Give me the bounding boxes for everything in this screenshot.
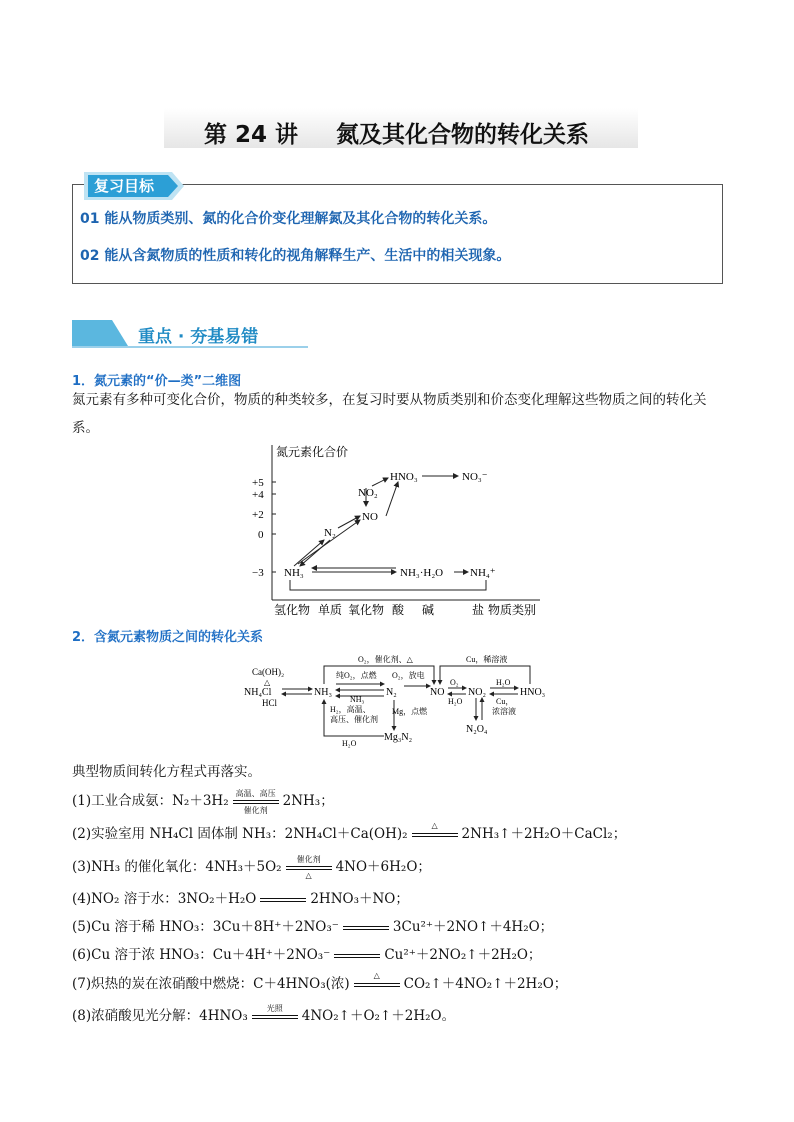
- equation-row: [72, 822, 626, 842]
- equation-row: [72, 788, 334, 815]
- lecture-number: 第 24 讲: [204, 122, 299, 148]
- equation-reactants: (6)Cu 溶于浓 HNO₃：Cu＋4H⁺＋2NO₃⁻: [72, 947, 331, 963]
- part2-heading: 2．含氮元素物质之间的转化关系: [72, 630, 264, 645]
- equation-row: [72, 915, 553, 935]
- flow-mg-fire: Mg，点燃: [392, 707, 428, 716]
- flow-hcl: HCl: [262, 698, 278, 708]
- x-cat-element: 单质: [318, 603, 343, 617]
- arrow-nh3-n2: [294, 540, 324, 566]
- flow-nh3-label: NH₃: [350, 695, 365, 704]
- flow-n2: N₂: [386, 687, 397, 698]
- node-no: NO: [362, 511, 378, 523]
- flow-o2: O₂: [450, 678, 459, 687]
- equation-row: [72, 887, 409, 907]
- flow-h2-cond1: H₂，高温、: [330, 705, 371, 714]
- condition-top: △: [373, 970, 380, 980]
- equation-row: [72, 1004, 455, 1024]
- section-title: 重点 · 夯基易错: [138, 327, 259, 347]
- equation-arrow: [260, 898, 306, 902]
- y-tick-plus2: +2: [252, 509, 264, 521]
- x-cat-acid: 酸: [392, 603, 405, 617]
- section-banner: [72, 318, 312, 348]
- arrow-no-hno3: [386, 482, 398, 516]
- flow-h2o-1: H₂O: [448, 697, 463, 706]
- equations-intro: 典型物质间转化方程式再落实。: [72, 764, 261, 780]
- condition-top: 高温、高压: [235, 788, 276, 798]
- equation-reactants: (7)炽热的炭在浓硝酸中燃烧：C＋4HNO₃(浓): [72, 976, 350, 992]
- equation-arrow: [412, 820, 458, 837]
- node-no3-minus: NO₃⁻: [462, 471, 488, 483]
- flow-h2o-3: H₂O: [342, 739, 357, 748]
- node-n2: N₂: [324, 527, 336, 539]
- part1-paragraph: 氮元素有多种可变化合价，物质的种类较多，在复习时要从物质类别和价态变化理解这些物质之间的转化关系。: [72, 392, 707, 436]
- y-tick-plus5: +5: [252, 477, 264, 489]
- equation-arrow: [252, 1003, 298, 1019]
- y-axis-label: 氮元素化合价: [276, 445, 349, 459]
- equation-arrow: [334, 954, 380, 958]
- equation-reactants: (3)NH₃ 的催化氧化：4NH₃＋5O₂: [72, 859, 282, 875]
- y-tick-plus4: +4: [252, 489, 264, 501]
- equation-row: [72, 854, 431, 880]
- equation-reactants: (2)实验室用 NH₄Cl 固体制 NH₃：2NH₄Cl＋Ca(OH)₂: [72, 826, 408, 842]
- flow-delta: △: [264, 678, 271, 687]
- node-nh4-plus: NH₄⁺: [470, 567, 496, 579]
- goal-item-2: 02 能从含氮物质的性质和转化的视角解释生产、生活中的相关现象。: [80, 248, 511, 264]
- y-tick-minus3: −3: [252, 567, 264, 579]
- equation-products: 2HNO₃＋NO；: [310, 891, 409, 907]
- review-tag-label: 复习目标: [94, 177, 155, 195]
- equation-reactants: (4)NO₂ 溶于水：3NO₂＋H₂O: [72, 891, 257, 907]
- x-cat-base: 碱: [422, 603, 435, 617]
- flow-h2-cond2: 高压、催化剂: [330, 715, 378, 724]
- flow-cu-dilute: Cu，稀溶液: [466, 655, 508, 664]
- condition-top: 催化剂: [296, 854, 321, 864]
- condition-top: △: [431, 820, 438, 830]
- flow-nh4cl: NH₄Cl: [244, 687, 272, 698]
- equation-row: [72, 972, 567, 992]
- y-tick-zero: 0: [258, 529, 264, 541]
- part1-heading: 1．氮元素的“价—类”二维图: [72, 374, 242, 389]
- page-title: 氮及其化合物的转化关系: [336, 122, 589, 148]
- condition-bottom: △: [305, 870, 312, 880]
- review-tag-icon: [84, 172, 184, 200]
- conversion-flow-diagram: [244, 648, 554, 748]
- equation-reactants: (8)浓硝酸见光分解：4HNO₃: [72, 1008, 248, 1024]
- equation-row: [72, 943, 541, 963]
- node-nh3: NH₃: [284, 567, 304, 579]
- equation-reactants: (5)Cu 溶于稀 HNO₃：3Cu＋8H⁺＋2NO₃⁻: [72, 919, 339, 935]
- flow-pure-o2: 纯O₂，点燃: [336, 671, 377, 680]
- flow-no: NO: [430, 687, 445, 698]
- node-no2: NO₂: [358, 487, 378, 499]
- equation-arrow: [343, 926, 389, 930]
- equation-products: 3Cu²⁺＋2NO↑＋4H₂O；: [392, 919, 554, 935]
- flow-no2: NO₂: [468, 687, 486, 698]
- condition-top: 光照: [266, 1003, 283, 1013]
- node-nh3-h2o: NH₃·H₂O: [400, 567, 444, 579]
- equation-products: 4NO₂↑＋O₂↑＋2H₂O。: [301, 1008, 456, 1024]
- equation-reactants: (1)工业合成氨：N₂＋3H₂: [72, 793, 229, 809]
- flow-conc: 浓溶液: [492, 707, 516, 716]
- flow-caoh2: Ca(OH)₂: [252, 667, 285, 677]
- flow-n2o4: N₂O₄: [466, 724, 488, 735]
- equation-arrow: [354, 970, 400, 987]
- equation-products: CO₂↑＋4NO₂↑＋2H₂O；: [403, 976, 568, 992]
- title-bar: [164, 108, 638, 148]
- equation-products: Cu²⁺＋2NO₂↑＋2H₂O；: [384, 947, 542, 963]
- condition-bottom: 催化剂: [243, 805, 268, 815]
- equation-products: 2NH₃；: [282, 793, 334, 809]
- arrow-no2-hno3: [372, 478, 388, 486]
- loop-nh4-nh3: [290, 580, 486, 590]
- flow-hno3: HNO₃: [520, 687, 546, 698]
- flow-o2-cat: O₂，催化剂、△: [358, 655, 413, 664]
- goal-item-1: 01 能从物质类别、氮的化合价变化理解氮及其化合物的转化关系。: [80, 211, 497, 227]
- equation-arrow: [286, 854, 332, 880]
- x-axis-label: 物质类别: [488, 603, 537, 617]
- x-cat-salt: 盐: [472, 603, 485, 617]
- equation-arrow: [233, 788, 279, 815]
- x-cat-hydride: 氢化物: [274, 603, 311, 617]
- x-cat-oxide: 氧化物: [348, 603, 385, 617]
- flow-o2-elec: O₂，放电: [392, 671, 425, 680]
- flow-mg3n2: Mg₃N₂: [384, 732, 413, 743]
- flow-cu: Cu，: [496, 697, 514, 706]
- valence-class-diagram: [250, 440, 550, 620]
- node-hno3: HNO₃: [390, 471, 418, 483]
- flow-nh3: NH₃: [314, 687, 332, 698]
- equation-products: 4NO＋6H₂O；: [335, 859, 431, 875]
- flow-h2o-2: H₂O: [496, 678, 511, 687]
- equation-products: 2NH₃↑＋2H₂O＋CaCl₂；: [461, 826, 627, 842]
